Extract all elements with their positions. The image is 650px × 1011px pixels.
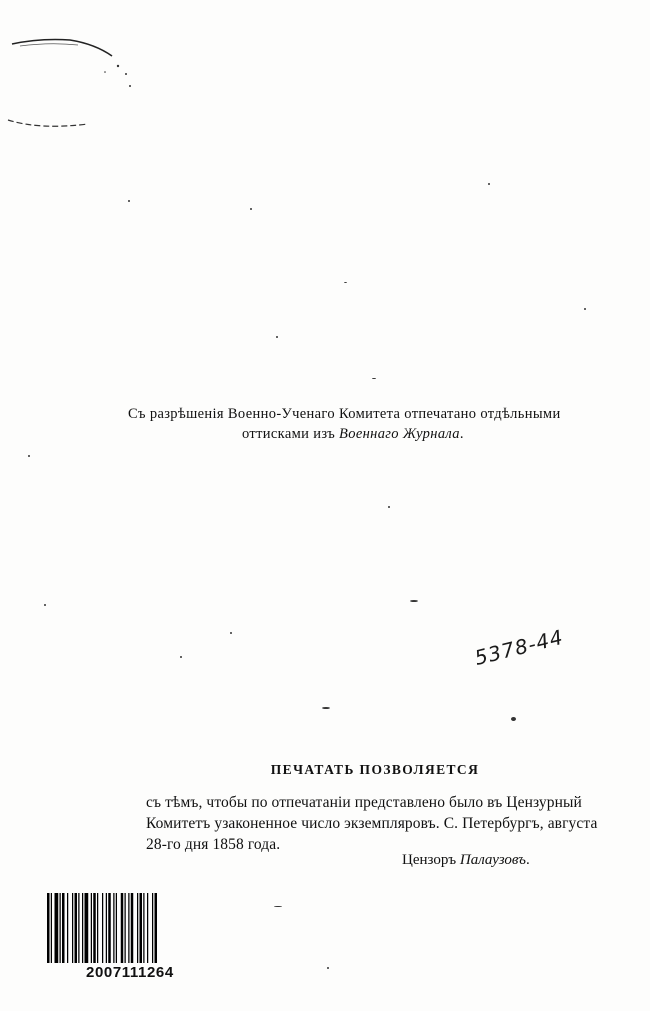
barcode-bar [67,893,68,963]
censor-name: Палаузовъ [459,852,526,868]
dust-speck [584,308,586,310]
censor-signature [402,852,530,869]
barcode-bar [93,893,96,963]
journal-title: Военнаго Журнала [339,426,460,442]
barcode-bar [128,893,129,963]
dust-speck [28,455,30,457]
permission-note-line: Съ разрѣшенія Военно-Ученаго Комитета отпечатано отдѣльными [128,406,561,422]
barcode-bar [78,893,79,963]
barcode-bar [55,893,59,963]
barcode-bar [131,893,134,963]
barcode-bars [47,893,195,963]
barcode-bar [97,893,98,963]
barcode-bar [72,893,73,963]
censorship-line: Комитетъ узаконенное число экземпляровъ. С. Петербургъ, августа [146,815,598,832]
dust-speck [388,506,390,508]
scan-artifact [0,0,150,140]
permission-note-text: оттисками изъ [242,426,340,442]
barcode-bar [121,893,124,963]
dust-speck [274,906,282,907]
dust-speck [250,208,252,210]
barcode-bar [51,893,52,963]
dust-speck [344,282,347,283]
barcode-bar [60,893,61,963]
barcode-bar [152,893,153,963]
barcode-bar [47,893,50,963]
dust-speck [327,967,329,969]
dust-speck [44,604,46,606]
dust-speck [128,200,130,202]
barcode-bar [155,893,158,963]
barcode-bar [82,893,83,963]
barcode-bar [125,893,126,963]
dust-speck [372,378,376,379]
dust-speck [410,600,418,602]
dust-speck [322,707,330,709]
permission-note-line [128,424,598,444]
barcode-bar [116,893,117,963]
barcode-bar [137,893,138,963]
barcode-bar [143,893,144,963]
censor-title: Цензоръ [402,852,460,868]
handwritten-shelfmark: 5378-44 [472,624,566,670]
dust-speck [511,717,516,721]
barcode-bar [85,893,89,963]
barcode-bar [147,893,148,963]
censorship-heading: ПЕЧАТАТЬ ПОЗВОЛЯЕТСЯ [270,762,480,777]
barcode-bar [91,893,92,963]
permission-note [128,404,598,444]
barcode-number: 2007111264 [86,964,174,981]
barcode-bar [106,893,107,963]
dust-speck [488,183,490,185]
barcode-bar [75,893,78,963]
dust-speck [276,336,278,338]
barcode [47,893,195,963]
censorship-line: 28-го дня 1858 года. [146,836,281,853]
barcode-bar [62,893,65,963]
barcode-bar [102,893,103,963]
dust-speck [230,632,232,634]
permission-note-period: . [459,426,464,442]
censorship-text [146,792,616,855]
dust-speck [180,656,182,658]
censorship-line: съ тѣмъ, чтобы по отпечатаніи представлено было въ Цензурный [146,794,582,811]
barcode-bar [113,893,114,963]
censor-period: . [525,852,530,868]
barcode-bar [108,893,111,963]
barcode-bar [140,893,143,963]
